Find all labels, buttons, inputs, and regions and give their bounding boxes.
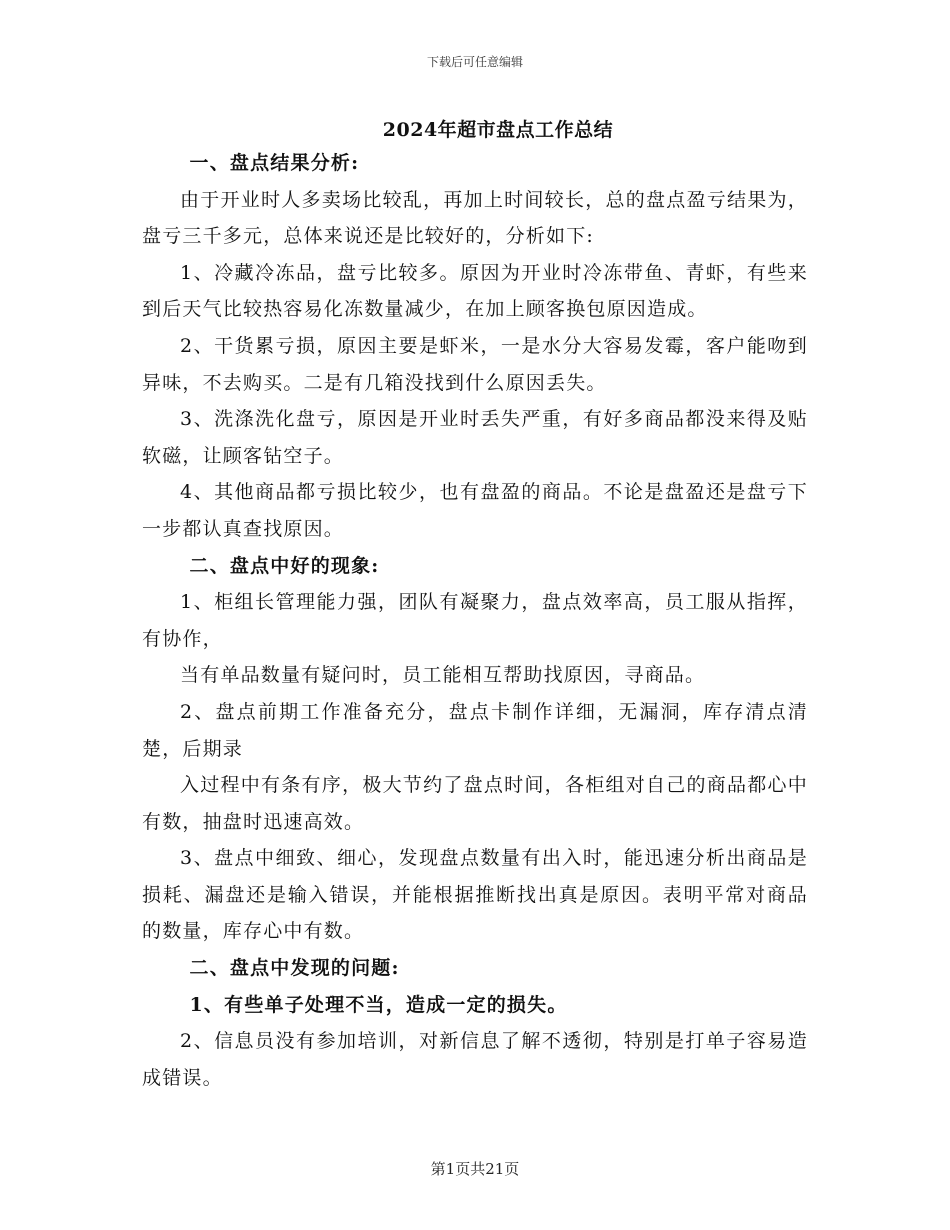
section3-item2: 2、信息员没有参加培训，对新信息了解不透彻，特别是打单子容易造成错误。	[142, 1030, 808, 1089]
section2-item1: 1、柜组长管理能力强，团队有凝聚力，盘点效率高，员工服从指挥，有协作，	[142, 591, 808, 650]
document-title: 2024年超市盘点工作总结	[382, 119, 614, 141]
section2-item3: 3、盘点中细致、细心，发现盘点数量有出入时，能迅速分析出商品是损耗、漏盘还是输入错误，并能根据推断找出真是原因。表明平常对商品的数量，库存心中有数。	[142, 847, 808, 943]
section3-heading: 二、盘点中发现的问题:	[189, 957, 400, 980]
section2-item1-continued: 当有单品数量有疑问时，员工能相互帮助找原因，寻商品。	[180, 664, 706, 687]
page-number: 第1页共21页	[430, 1160, 520, 1178]
section1-item2: 2、干货累亏损，原因主要是虾米，一是水分大容易发霉，客户能吻到异味，不去购买。二是有几箱没找到什么原因丢失。	[142, 334, 808, 394]
section1-heading: 一、盘点结果分析:	[189, 152, 360, 174]
section1-item3: 3、洗涤洗化盘亏，原因是开业时丢失严重，有好多商品都没来得及贴软磁，让顾客钻空子。	[142, 408, 808, 467]
section1-intro: 由于开业时人多卖场比较乱，再加上时间较长，总的盘点盈亏结果为，盘亏三千多元，总体来说还是比较好的，分析如下:	[142, 188, 808, 248]
page-header-note: 下载后可任意编辑	[426, 55, 523, 69]
section1-item4: 4、其他商品都亏损比较少，也有盘盈的商品。不论是盘盈还是盘亏下一步都认真查找原因。	[142, 481, 808, 540]
section1-item1: 1、冷藏冷冻品，盘亏比较多。原因为开业时冷冻带鱼、青虾，有些来到后天气比较热容易化冻数量减少，在加上顾客换包原因造成。	[142, 261, 808, 321]
section3-item1: 1、有些单子处理不当，造成一定的损失。	[189, 993, 568, 1016]
section2-item2-continued: 入过程中有条有序，极大节约了盘点时间，各柜组对自己的商品都心中有数，抽盘时迅速高效。	[142, 774, 808, 833]
section2-item2: 2、盘点前期工作准备充分，盘点卡制作详细，无漏洞，库存清点清楚，后期录	[142, 700, 808, 760]
document-body	[142, 145, 808, 1096]
section2-heading: 二、盘点中好的现象:	[189, 554, 380, 577]
